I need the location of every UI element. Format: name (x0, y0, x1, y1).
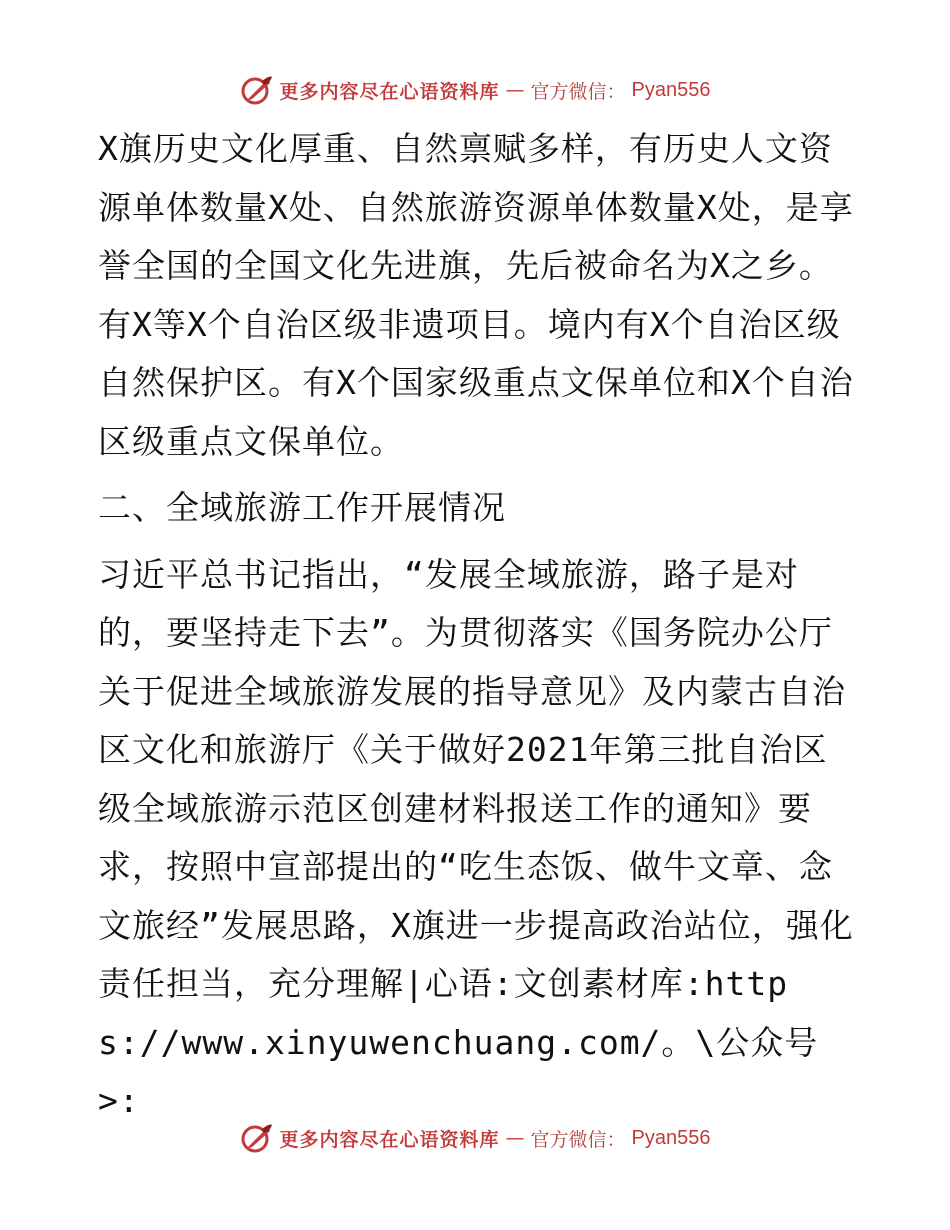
watermark-wechat-id: Pyan556 (631, 1126, 711, 1149)
watermark-site-text: 更多内容尽在心语资料库 (279, 1128, 500, 1151)
footer-watermark (0, 1118, 950, 1158)
watermark-wechat-id: Pyan556 (631, 78, 711, 101)
watermark-label: 官方微信： (530, 80, 626, 103)
paragraph-intro: X旗历史文化厚重、自然禀赋多样，有历史人文资源单体数量X处、自然旅游资源单体数量X处，是享誉全国的全国文化先进旗，先后被命名为X之乡。有X等X个自治区级非遗项目。境内有X个自治区级自然保护区。有X个国家级重点文保单位和X个自治区级重点文保单位。 (98, 129, 854, 461)
paragraph-tourism: 习近平总书记指出，“发展全域旅游，路子是对的，要坚持走下去”。为贯彻落实《国务院办公厅关于促进全域旅游发展的指导意见》及内蒙古自治区文化和旅游厅《关于做好2021年第三批自治区级全域旅游示范区创建材料报送工作的通知》要求，按照中宣部提出的“吃生态饭、做牛文章、念文旅经”发展思路，X旗进一步提高政治站位，强化责任担当，充分理解|心语:文创素材库:https://www.xinyuwenchuang.com/。\公众号>: (98, 554, 854, 1120)
watermark-separator: — (505, 1127, 525, 1149)
header-watermark (0, 70, 950, 110)
quill-logo-icon (240, 73, 274, 107)
quill-logo-icon (240, 1121, 274, 1155)
watermark-separator: — (505, 79, 525, 101)
watermark-label: 官方微信： (530, 1128, 626, 1151)
section-heading: 二、全域旅游工作开展情况 (98, 488, 506, 527)
document-body (98, 120, 858, 1131)
watermark-site-text: 更多内容尽在心语资料库 (279, 80, 500, 103)
